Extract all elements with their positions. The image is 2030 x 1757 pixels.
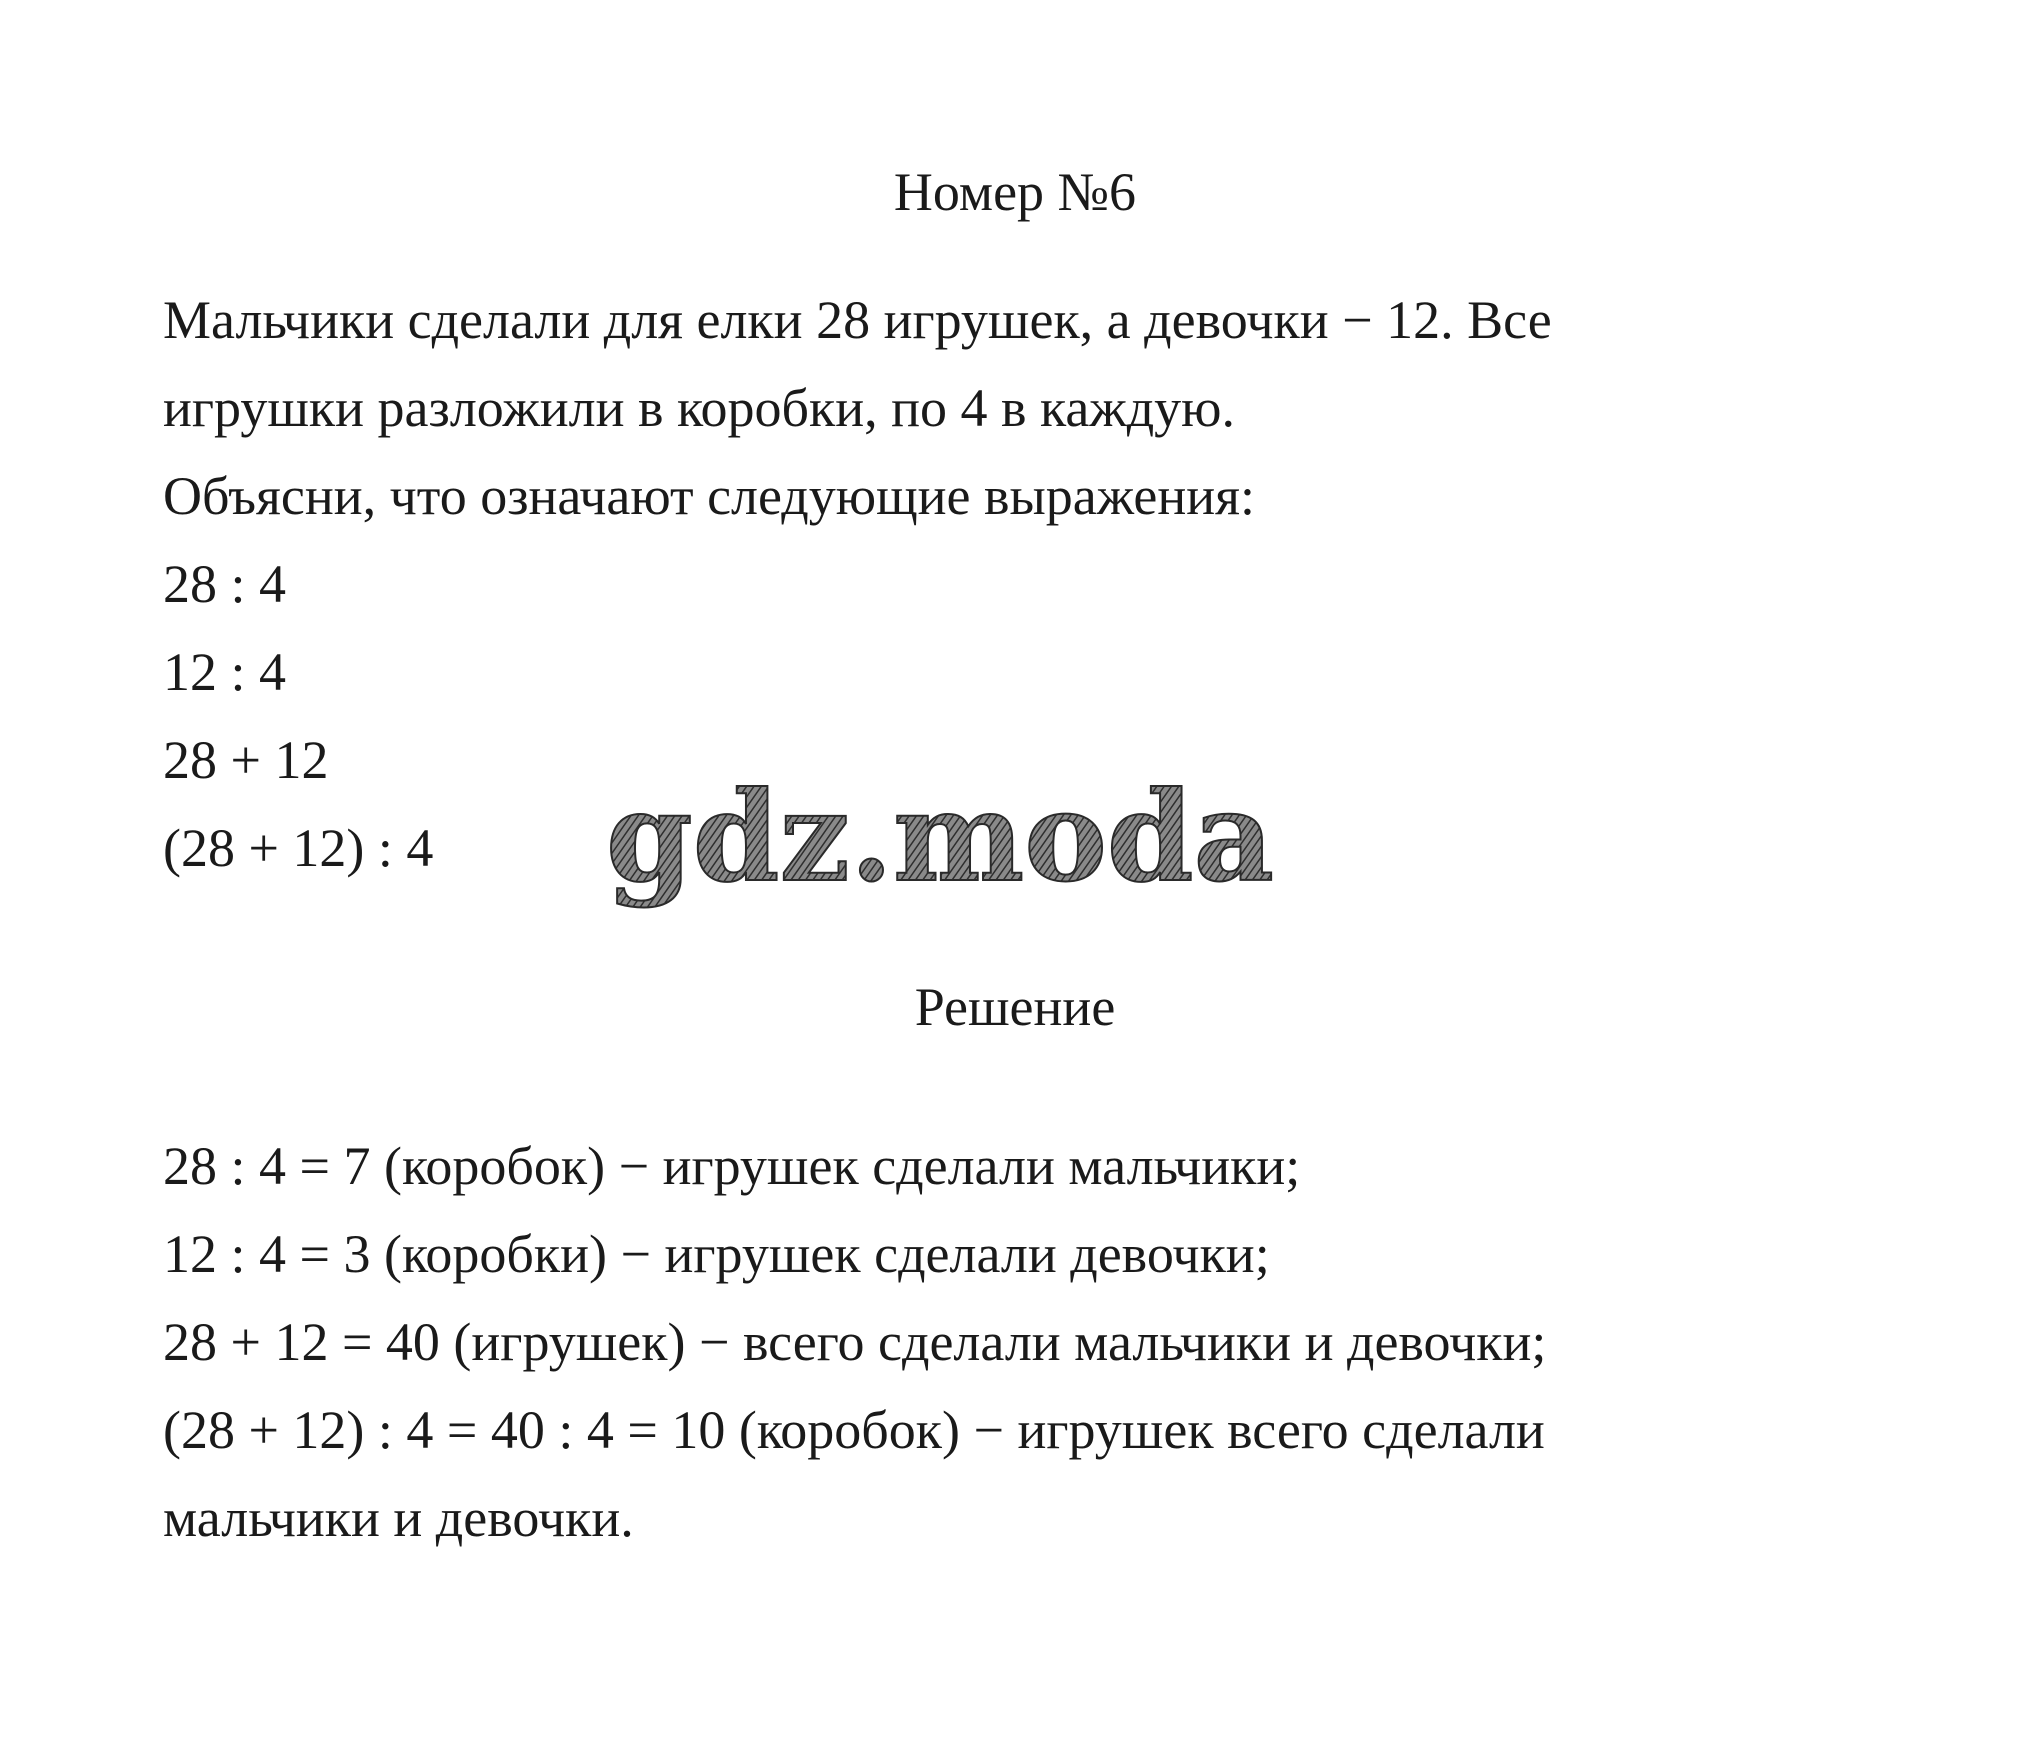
expression-line: 28 : 4 [163, 554, 287, 614]
solution-line: (28 + 12) : 4 = 40 : 4 = 10 (коробок) − игрушек всего сделали [163, 1400, 1545, 1460]
solution-title: Решение [914, 977, 1116, 1037]
solution-line: 28 + 12 = 40 (игрушек) − всего сделали мальчики и девочки; [163, 1312, 1547, 1372]
expression-line: (28 + 12) : 4 [163, 818, 434, 878]
watermark-text: gdz.moda [606, 765, 1274, 910]
page-title: Номер №6 [893, 162, 1137, 222]
problem-line: Мальчики сделали для елки 28 игрушек, а девочки − 12. Все [163, 290, 1552, 350]
watermark-logo [606, 765, 1274, 940]
solution-line: 12 : 4 = 3 (коробки) − игрушек сделали девочки; [163, 1224, 1270, 1284]
problem-line: игрушки разложили в коробки, по 4 в каждую. [163, 378, 1236, 438]
problem-line: Объясни, что означают следующие выражения: [163, 466, 1255, 526]
expression-line: 12 : 4 [163, 642, 287, 702]
expression-line: 28 + 12 [163, 730, 329, 790]
solution-line: мальчики и девочки. [163, 1488, 634, 1548]
solution-line: 28 : 4 = 7 (коробок) − игрушек сделали мальчики; [163, 1136, 1301, 1196]
